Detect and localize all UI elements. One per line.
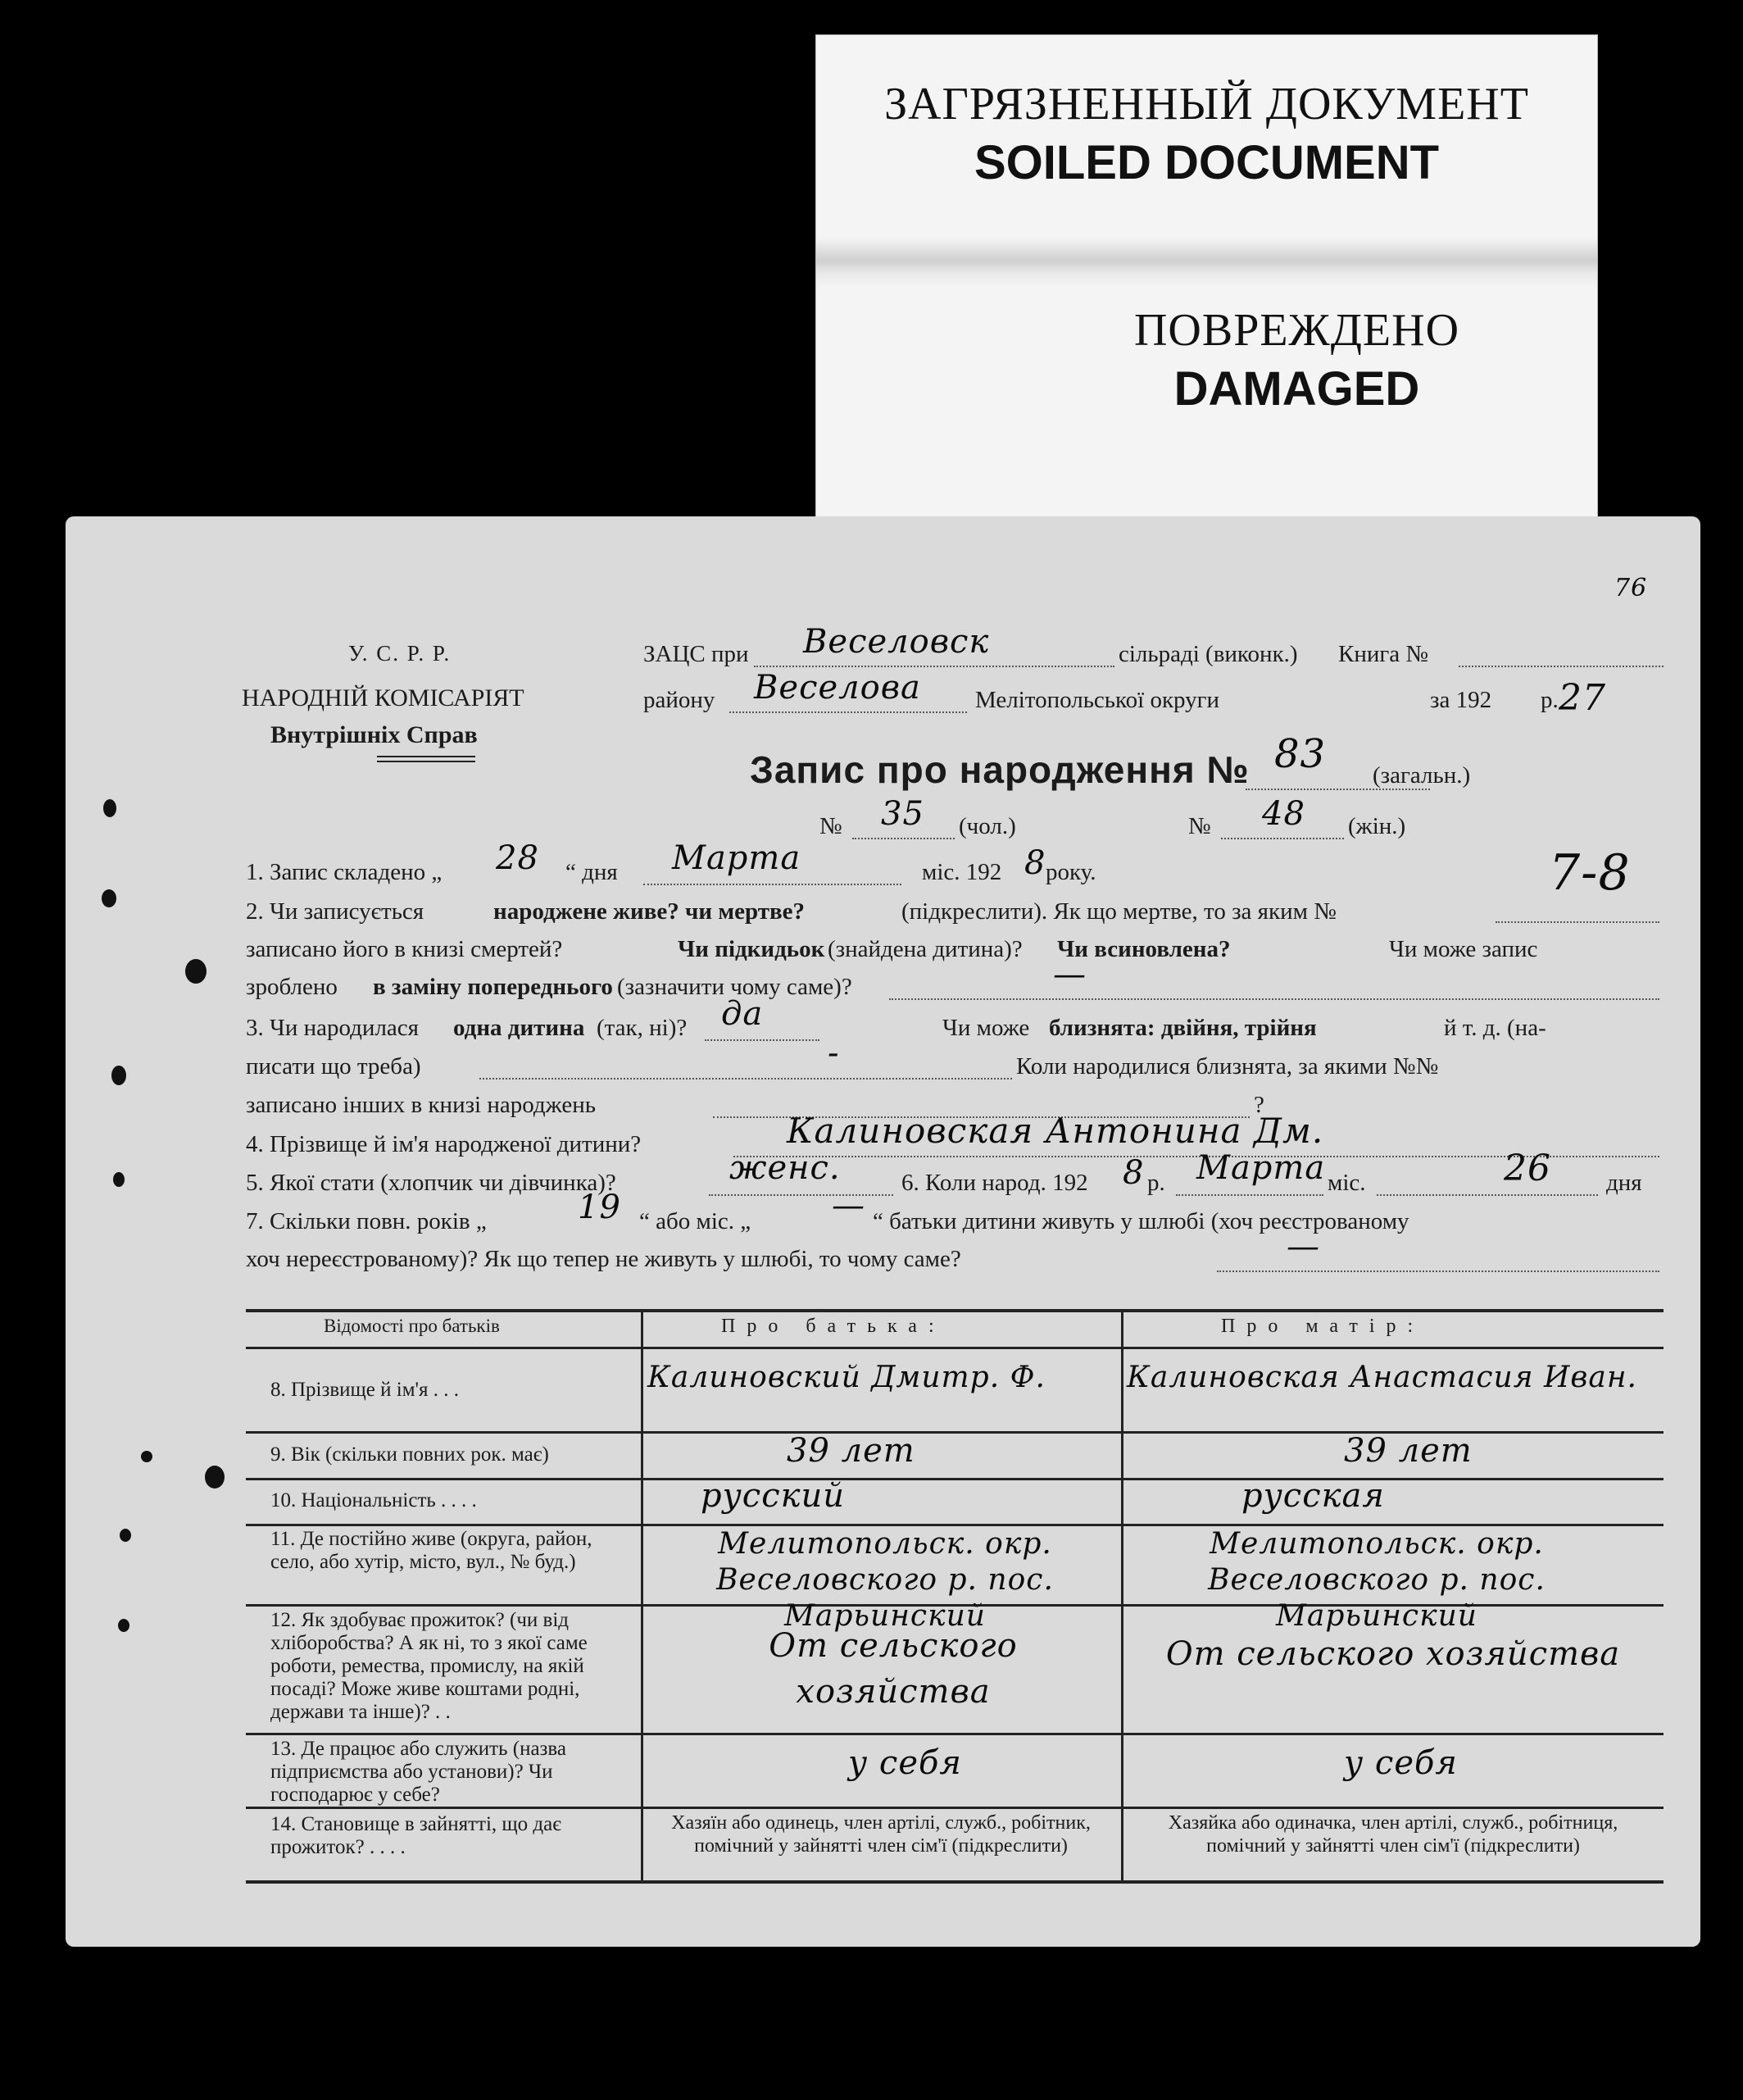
item5-sex-handwriting: женс.: [729, 1149, 841, 1187]
usrr-heading: У. С. Р. Р.: [348, 641, 452, 666]
item2-line2-d: Чи всиновлена?: [1057, 936, 1231, 962]
female-label: (жін.): [1348, 813, 1406, 839]
rayon-rule: [729, 711, 967, 713]
row12-mother-handwriting: От сельского хозяйства: [1165, 1635, 1621, 1673]
item6-year-suffix: р.: [1147, 1170, 1165, 1196]
item2-line3-a: зроблено: [246, 974, 338, 1000]
row14-father-options: Хазяїн або одинець, член артілі, служб., робітник, помічний у зайнятті член сім'ї (підкреслити): [671, 1812, 1091, 1857]
item2-line3-handwriting: —: [1053, 956, 1087, 993]
okrug-label: Мелітопольської округи: [975, 687, 1220, 713]
row11-label: 11. Де постійно живе (округа, район, село, або хутір, місто, вул., № буд.): [270, 1528, 592, 1573]
row11-father-handwriting: Мелитопольск. окр. Веселовского р. пос. Марьинский: [716, 1527, 1054, 1633]
punch-hole: [113, 1172, 125, 1187]
archive-label-card: [815, 34, 1598, 522]
punch-hole: [120, 1529, 131, 1542]
birth-record-form: [66, 516, 1700, 1947]
item7-label-a: 7. Скільки повн. років „: [246, 1208, 487, 1234]
item2-label-b: народжене живе? чи мертве?: [493, 898, 806, 925]
item2-line3-b: в заміну попереднього: [373, 974, 613, 1000]
table-rule: [246, 1807, 1664, 1809]
item3-line2-b: Коли народилися близнята, за якими №№: [1016, 1053, 1439, 1080]
item6-day-handwriting: 26: [1504, 1148, 1551, 1189]
punch-hole: [111, 1066, 126, 1085]
row14-label: 14. Становище в зайнятті, що дає прожиток? . . . .: [270, 1813, 561, 1858]
table-bottom-border: [246, 1880, 1664, 1884]
record-title: Запис про народження №: [750, 748, 1250, 791]
punch-hole: [103, 799, 116, 817]
row9-mother-handwriting: 39 лет: [1344, 1432, 1473, 1470]
female-no-label: №: [1188, 813, 1211, 839]
item2-line2-b: Чи підкидьок: [678, 936, 825, 962]
item1-month-handwriting: Марта: [672, 839, 801, 877]
rayon-handwriting: Веселова: [754, 669, 921, 707]
year-label: за 192: [1430, 687, 1492, 713]
item6-year-handwriting: 8: [1123, 1154, 1145, 1192]
item7-line2-rule: [1217, 1270, 1659, 1272]
year-handwriting: 27: [1559, 677, 1606, 719]
table-rule: [246, 1347, 1664, 1349]
soiled-label-en: SOILED DOCUMENT: [974, 136, 1440, 189]
item3-label-d: Чи може: [942, 1015, 1030, 1041]
item6-month-handwriting: Марта: [1196, 1149, 1326, 1187]
table-header-info: Відомості про батьків: [324, 1316, 500, 1336]
item2-label-a: 2. Чи записується: [246, 898, 424, 925]
male-label: (чол.): [959, 813, 1016, 839]
item6-label: 6. Коли народ. 192: [901, 1170, 1088, 1196]
item3-label-e: близнята: двійня, трійня: [1049, 1015, 1317, 1041]
male-no-label: №: [819, 813, 842, 839]
row10-father-handwriting: русский: [701, 1477, 846, 1515]
item3-line3-b: ?: [1254, 1092, 1264, 1118]
item2-line3-c: (зазначити чому саме)?: [617, 974, 852, 1000]
table-top-border: [246, 1309, 1664, 1312]
row12-father-handwriting: От сельского хозяйства: [769, 1627, 1018, 1711]
row13-label: 13. Де працює або служить (назва підприємства або установи)? Чи господарює у себе?: [270, 1738, 566, 1806]
year-suffix: р.: [1541, 687, 1559, 713]
zags-rule: [754, 666, 1114, 667]
margin-handwriting: 7-8: [1549, 844, 1631, 902]
table-rule: [246, 1733, 1664, 1735]
item3-label-f: й т. д. (на-: [1444, 1015, 1546, 1041]
row11-mother-handwriting: Мелитопольск. окр. Веселовского р. пос. Марьинский: [1208, 1527, 1546, 1633]
row9-father-handwriting: 39 лет: [787, 1432, 915, 1470]
silradi-label: сільраді (виконк.): [1119, 641, 1298, 667]
item6-month-rule: [1176, 1194, 1323, 1196]
item6-day-rule: [1377, 1194, 1598, 1196]
punch-hole: [185, 959, 207, 984]
item1-day-label: “ дня: [565, 859, 618, 885]
item3-line3-a: записано інших в книзі народжень: [246, 1092, 596, 1118]
item3-line2-handwriting: -: [828, 1034, 840, 1072]
item2-line2-e: Чи може запис: [1389, 936, 1538, 962]
male-no-rule: [852, 838, 955, 839]
item7-line2-handwriting: —: [1287, 1228, 1320, 1266]
page-number: 76: [1614, 574, 1648, 602]
commissariat-heading: НАРОДНІЙ КОМІСАРІЯТ: [242, 684, 524, 711]
item4-child-name-handwriting: Калиновская Антонина Дм.: [787, 1111, 1324, 1151]
rayon-label: району: [643, 687, 715, 713]
table-divider: [1121, 1309, 1123, 1883]
item6-month-label: міс.: [1328, 1170, 1366, 1196]
row12-label: 12. Як здобуває прожиток? (чи від хліборобства? А як ні, то з якої саме роботи, ремества, промислу, на якій посаді? Може живе коштами родні, держави та інше)? . .: [270, 1609, 588, 1723]
item1-month-rule: [643, 884, 901, 885]
item7-years-handwriting: 19: [578, 1189, 621, 1226]
item7-label-b: “ або міс. „: [639, 1208, 751, 1234]
label-fold: [816, 239, 1597, 288]
item3-line2-a: писати що треба): [246, 1053, 421, 1080]
item4-label: 4. Прізвище й ім'я народженої дитини?: [246, 1131, 642, 1157]
row10-mother-handwriting: русская: [1241, 1477, 1385, 1515]
item5-rule: [709, 1194, 893, 1196]
item1-label: 1. Запис складено „: [246, 859, 443, 885]
row8-mother-handwriting: Калиновская Анастасия Иван.: [1127, 1361, 1637, 1394]
internal-affairs-heading: Внутрішніх Справ: [270, 721, 478, 748]
soiled-label-ru: ЗАГРЯЗНЕННЫЙ ДОКУМЕНТ: [884, 79, 1529, 130]
row8-father-handwriting: Калиновский Дмитр. Ф.: [647, 1361, 1046, 1394]
zags-handwriting: Веселовск: [803, 623, 990, 661]
row10-label: 10. Національність . . . .: [270, 1489, 477, 1511]
item3-label-b: одна дитина: [453, 1015, 585, 1041]
item3-rule: [705, 1039, 819, 1041]
punch-hole: [102, 889, 116, 907]
table-header-mother: Про матір:: [1221, 1316, 1425, 1337]
table-header-father: Про батька:: [721, 1316, 946, 1337]
table-divider: [641, 1309, 643, 1883]
item2-label-c: (підкреслити). Як що мертве, то за яким №: [901, 898, 1337, 925]
item2-rule: [1496, 921, 1659, 923]
total-label: (загальн.): [1373, 762, 1471, 789]
item2-line3-rule: [889, 998, 1659, 1000]
book-label: Книга №: [1338, 641, 1429, 667]
table-rule: [246, 1478, 1664, 1480]
row9-label: 9. Вік (скільки повних рок. має): [270, 1443, 549, 1466]
item5-label: 5. Якої стати (хлопчик чи дівчинка)?: [246, 1170, 616, 1196]
item3-handwriting: да: [721, 995, 764, 1033]
damaged-label-ru: ПОВРЕЖДЕНО: [1133, 305, 1460, 356]
punch-hole: [205, 1466, 225, 1489]
female-no-rule: [1221, 838, 1344, 839]
punch-hole: [118, 1619, 129, 1632]
item2-line2-a: записано його в книзі смертей?: [246, 936, 563, 962]
male-number-handwriting: 35: [881, 795, 924, 833]
heading-underline: [377, 756, 475, 757]
zags-label: ЗАЦС при: [643, 641, 749, 667]
row13-father-handwriting: у себя: [848, 1744, 962, 1782]
item3-label-c: (так, ні)?: [597, 1015, 688, 1041]
row14-mother-options: Хазяйка або одиначка, член артілі, служб., робітниця, помічний у зайнятті член сім'ї (підкреслити): [1168, 1812, 1618, 1857]
item7-line2: хоч нереєстрованому)? Як що тепер не живуть у шлюбі, то чому саме?: [246, 1246, 961, 1272]
item7-label-c: “ батьки дитини живуть у шлюбі (хоч реєстрованому: [873, 1208, 1409, 1234]
item3-label-a: 3. Чи народилася: [246, 1015, 420, 1041]
item1-year-handwriting: 8: [1024, 844, 1046, 882]
row8-label: 8. Прізвище й ім'я . . .: [270, 1379, 460, 1401]
damaged-label-en: DAMAGED: [1173, 362, 1420, 416]
item3-line2-rule: [479, 1078, 1012, 1080]
item1-day-handwriting: 28: [496, 839, 539, 877]
item6-day-label: дня: [1606, 1170, 1642, 1196]
item1-year-suffix: року.: [1046, 859, 1096, 885]
punch-hole: [141, 1451, 152, 1462]
heading-underline: [377, 761, 475, 762]
female-number-handwriting: 48: [1262, 795, 1305, 833]
item7-months-handwriting: —: [832, 1187, 865, 1225]
row13-mother-handwriting: у себя: [1344, 1744, 1458, 1782]
book-rule: [1459, 666, 1664, 667]
item1-year-label: міс. 192: [922, 859, 1002, 885]
record-number-handwriting: 83: [1274, 731, 1327, 777]
item2-line2-c: (знайдена дитина)?: [828, 936, 1023, 962]
